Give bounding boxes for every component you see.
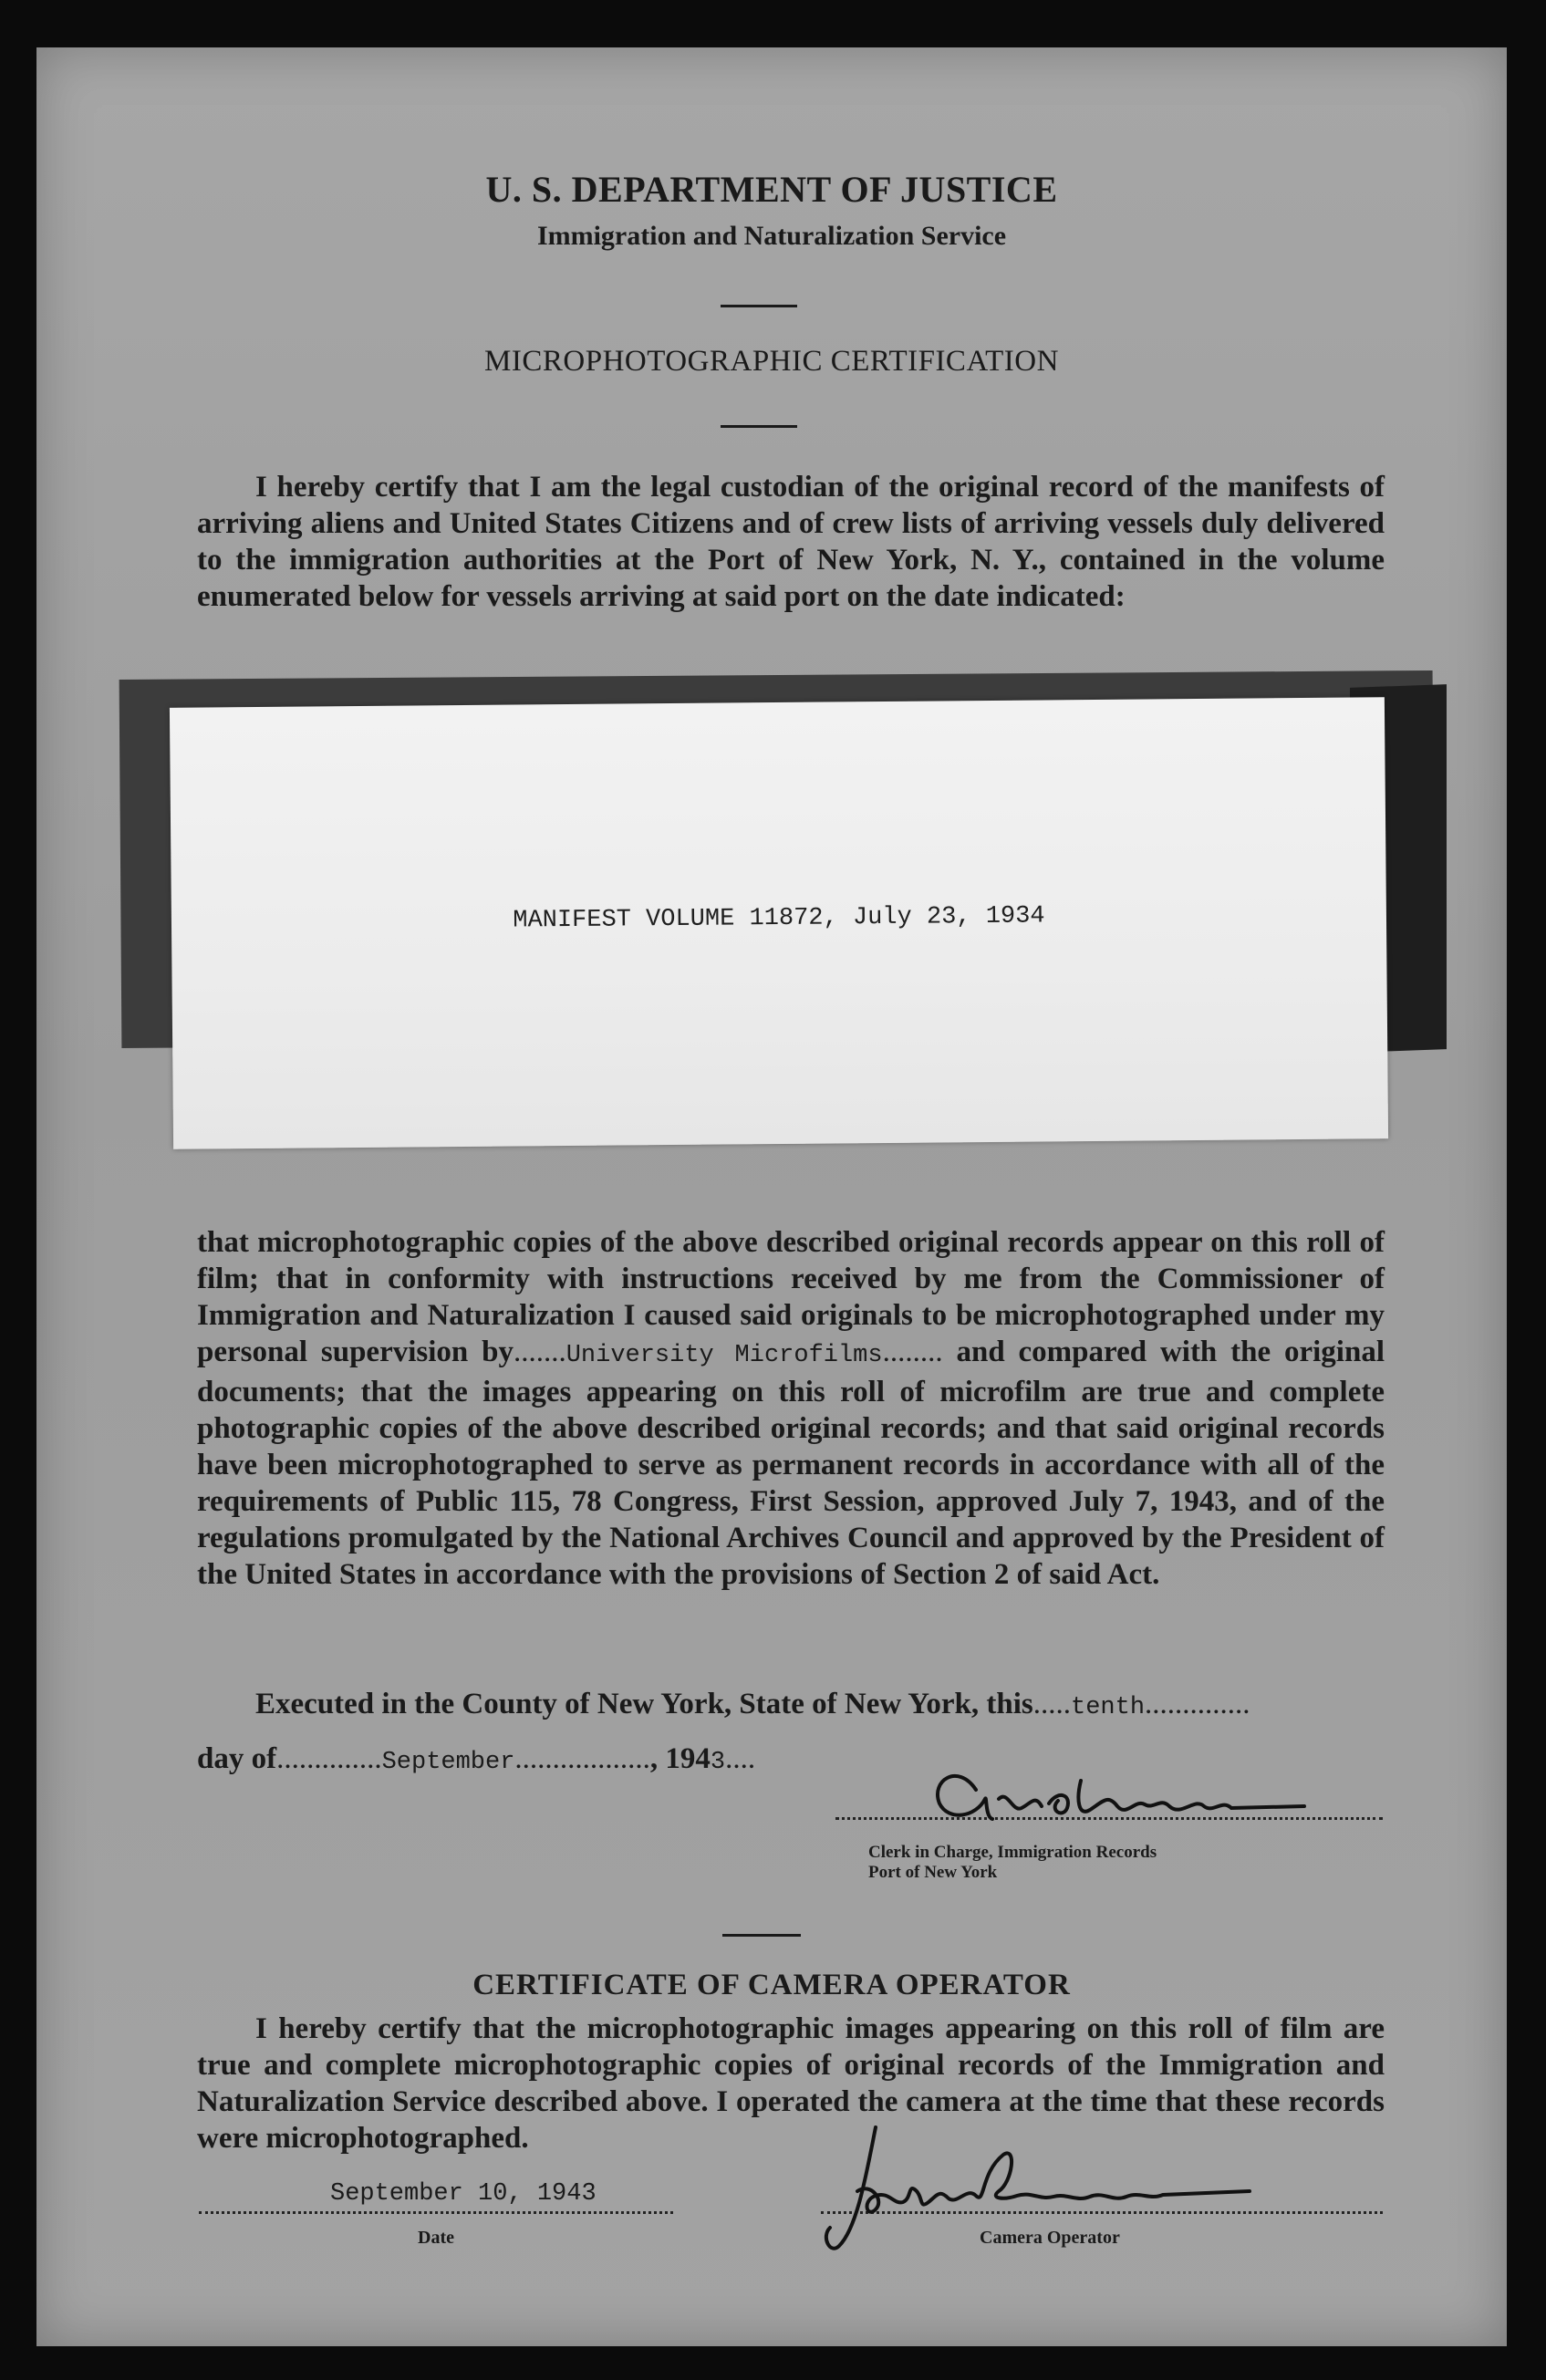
divider-rule: [722, 1934, 801, 1937]
dotted-leader: ........: [882, 1336, 943, 1368]
dotted-leader: ..............: [1145, 1688, 1250, 1720]
document-page: [36, 47, 1507, 2346]
agency-heading: U. S. DEPARTMENT OF JUSTICE: [485, 169, 1058, 210]
dotted-leader: .....: [1032, 1688, 1072, 1720]
dotted-leader: .......: [513, 1336, 566, 1368]
date-label: Date: [418, 2228, 454, 2248]
camera-operator-label: Camera Operator: [980, 2228, 1120, 2248]
operator-certificate-paragraph: I hereby certify that the microphotographic images appearing on this roll of film are true and complete microphotographic copies of original records of the Immigration and Naturalization Service described above. I operated the camera at the time that these records were microphotographed.: [197, 2012, 1385, 2155]
divider-rule: [721, 305, 797, 307]
dotted-leader: ..................: [514, 1742, 650, 1775]
execution-day: tenth: [1071, 1694, 1146, 1721]
manifest-volume-text: MANIFEST VOLUME 11872, July 23, 1934: [513, 902, 1045, 935]
execution-year-digit: 3: [710, 1749, 726, 1776]
certification-title: MICROPHOTOGRAPHIC CERTIFICATION: [484, 345, 1059, 378]
executed-prefix: Executed in the County of New York, State of New York, this: [255, 1688, 1033, 1720]
body-text-part2: and compared with the original documents; that the images appearing on this roll of microfilm are true and complete photographic copies of the above described original records; and that said original records have been microphotographed to serve as permanent records in accordance with all of the requirements of Public 115, 78 Congress, First Session, approved July 7, 1943, and of the regulations promulgated by the National Archives Council and approved by the President of the United States in accordance with the provisions of Section 2 of said Act.: [197, 1336, 1385, 1591]
date-line: [199, 2211, 673, 2214]
executed-line: [255, 1686, 1386, 1726]
manifest-slip: [170, 697, 1388, 1149]
operator-company: University Microfilms: [565, 1342, 883, 1369]
clerk-title: [868, 1843, 1157, 1883]
clerk-title-line2: Port of New York: [868, 1863, 998, 1882]
body-paragraph: [197, 1224, 1385, 1593]
dotted-leader: ..............: [276, 1742, 382, 1775]
intro-paragraph: I hereby certify that I am the legal custodian of the original record of the manifests of arriving aliens and United States Citizens and of crew lists of arriving vessels duly delivered to the immigration authorities at the Port of New York, N. Y., contained in the volume enumerated below for vessels arriving at said port on the date indicated:: [197, 471, 1385, 613]
dotted-leader: ....: [725, 1742, 756, 1775]
body-text-part1: that microphotographic copies of the above described original records appear on this roll of film; that in conformity with instructions received by me from the Commissioner of Immigration and Naturalization I caused said originals to be microphotographed under my personal supervision by: [197, 1226, 1385, 1368]
day-of-label: day of: [197, 1742, 277, 1775]
operator-date: September 10, 1943: [330, 2180, 597, 2208]
execution-month: September: [381, 1749, 515, 1776]
clerk-title-line1: Clerk in Charge, Immigration Records: [868, 1843, 1157, 1862]
clerk-signature: [921, 1753, 1341, 1835]
operator-certificate-title: CERTIFICATE OF CAMERA OPERATOR: [472, 1969, 1071, 2001]
divider-rule: [721, 425, 797, 428]
execution-year-prefix: , 194: [649, 1742, 711, 1775]
service-heading: Immigration and Naturalization Service: [536, 221, 1007, 251]
